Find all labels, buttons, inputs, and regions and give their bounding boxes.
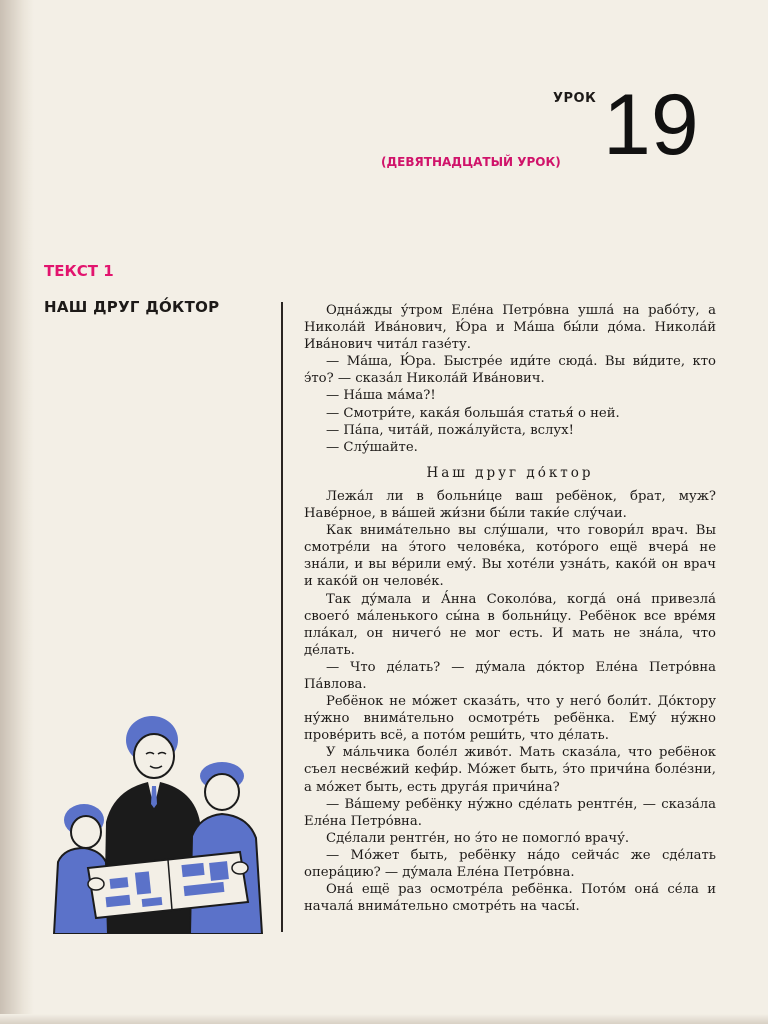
family-reading-newspaper-icon (44, 712, 270, 934)
story-paragraph: Она́ ещё раз осмотре́ла ребёнка. Пото́м она́ се́ла и начала́ внима́тельно смотре́ть на часы́. (304, 882, 716, 915)
lesson-label: УРОК (553, 91, 597, 106)
story-title: Наш друг до́ктор (426, 464, 594, 481)
lesson-number: 19 (603, 77, 699, 173)
story-paragraph: — Мо́жет быть, ребёнку на́до сейча́с же сде́лать опера́цию? — ду́мала Еле́на Петро́вна. (304, 847, 716, 880)
lesson-subtitle: (ДЕВЯТНАДЦАТЫЙ УРОК) (381, 155, 561, 169)
page-binding-shadow (0, 0, 34, 1024)
main-text (304, 302, 716, 915)
dialogue-line: — Слу́шайте. (326, 439, 418, 455)
story-paragraph: Так ду́мала и А́нна Соколо́ва, когда́ она́ привезла́ своего́ ма́ленького сы́на в больни́цу. Ребёнок все вре́мя пла́кал, он ничего́ не мог есть. И мать не зна́ла, что де́лать. (304, 591, 716, 658)
intro-paragraph: Одна́жды у́тром Еле́на Петро́вна ушла́ на рабо́ту, а Никола́й Ива́нович, Ю́ра и Ма́ша бы́ли до́ма. Никола́й Ива́нович чита́л газе́ту. (304, 303, 716, 353)
text-title: НАШ ДРУГ ДО́КТОР (44, 298, 220, 316)
page-bottom-edge (0, 1014, 768, 1024)
dialogue-line: — Смотри́те, кака́я больша́я статья́ о ней. (326, 405, 620, 421)
story-paragraph: Ребёнок не мо́жет сказа́ть, что у него́ боли́т. До́ктору ну́жно внима́тельно осмотре́ть ребёнка. Ему́ ну́жно прове́рить всё, а пото́м реши́ть, что де́лать. (304, 694, 716, 744)
story-paragraph: — Что де́лать? — ду́мала до́ктор Еле́на Петро́вна Па́влова. (304, 659, 716, 692)
boy-figure (190, 762, 262, 934)
story-paragraph: Сде́лали рентге́н, но э́то не помогло́ врачу́. (326, 830, 630, 846)
story-paragraph: Лежа́л ли в больни́це ваш ребёнок, брат, муж? Наве́рное, в ва́шей жи́зни бы́ли таки́е слу́чаи. (304, 488, 716, 522)
story-paragraph: — Ва́шему ребёнку ну́жно сде́лать рентге́н, — сказа́ла Еле́на Петро́вна. (304, 796, 716, 829)
dialogue-line: — Па́па, чита́й, пожа́луйста, вслух! (326, 422, 574, 438)
story-paragraph: Как внима́тельно вы слу́шали, что говори́л врач. Вы смотре́ли на э́того челове́ка, кото́рого ещё вчера́ не зна́ли, и вы ве́рили ему́. Вы хоте́ли узна́ть, како́й он врач и како́й он челове́к. (304, 523, 716, 590)
dialogue-line: — Ма́ша, Ю́ра. Быстре́е иди́те сюда́. Вы ви́дите, кто э́то? — сказа́л Никола́й Ива́нович. (304, 354, 716, 387)
dialogue-line: — На́ша ма́ма?! (326, 388, 436, 404)
column-divider (281, 302, 283, 932)
story-paragraph: У ма́льчика боле́л живо́т. Мать сказа́ла, что ребёнок съел несве́жий кефи́р. Мо́жет быть, э́то причи́на боле́зни, а мо́жет быть, есть друга́я причи́на? (304, 745, 716, 795)
text-section-label: ТЕКСТ 1 (44, 262, 114, 280)
